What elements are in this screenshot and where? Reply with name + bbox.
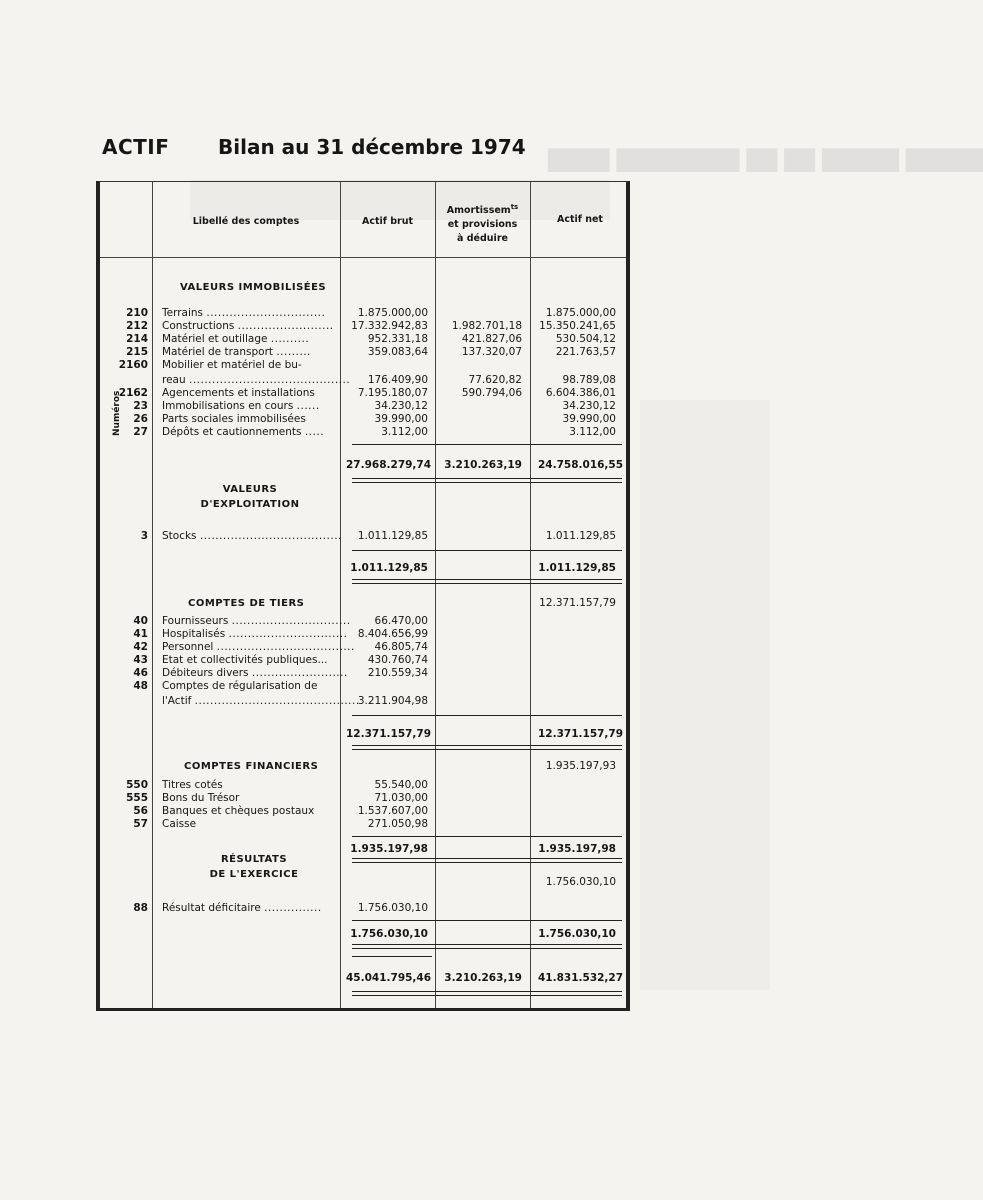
subtotal-resultats: 1.756.030,10 1.756.030,10 <box>350 928 616 940</box>
table-row: 40 Fournisseurs ............................... 66.470,00 <box>133 615 428 627</box>
header-libelle: Libellé des comptes <box>192 216 300 227</box>
table-row: 550 Titres cotés 55.540,00 <box>126 779 428 791</box>
table-row: 46 Débiteurs divers ......................... 210.559,34 <box>133 667 428 679</box>
table-row: 48 Comptes de régularisation de <box>133 680 318 692</box>
header-amortissements <box>435 200 530 246</box>
pre-total-rule <box>352 956 432 957</box>
subtotal-rule <box>352 920 622 921</box>
table-row: 56 Banques et chèques postaux 1.537.607,00 <box>133 805 428 817</box>
carry-tiers: 12.371.157,79 <box>539 597 616 609</box>
table-row: l'Actif ........................................... 3.211.904,98 <box>162 695 428 707</box>
header-amort-sup: ts <box>510 203 519 211</box>
table-row: 42 Personnel .................................... 46.805,74 <box>133 641 428 653</box>
header-numeros: Numéros <box>112 390 122 436</box>
subtotal-double-rule <box>352 858 622 863</box>
subtotal-rule <box>352 550 622 551</box>
table-row: reau .......................................... 176.409,90 77.620,82 98.789,08 <box>162 374 616 386</box>
subtotal-double-rule <box>352 478 622 483</box>
table-row-resultat: 88 Résultat déficitaire ............... 1.756.030,10 <box>133 902 428 914</box>
header-amort-line1: Amortissem <box>446 205 511 217</box>
section-comptes-financiers: COMPTES FINANCIERS <box>184 761 319 772</box>
table-row: 555 Bons du Trésor 71.030,00 <box>126 792 428 804</box>
page-title: Bilan au 31 décembre 1974 <box>218 135 526 159</box>
subtotal-double-rule <box>352 944 622 949</box>
table-row: 212 Constructions ......................... 17.332.942,83 1.982.701,18 15.350.241,65 <box>126 320 616 332</box>
table-row: 57 Caisse 271.050,98 <box>133 818 428 830</box>
table-row-stocks: 3 Stocks ..................................... 1.011.129,85 1.011.129,85 <box>140 530 616 542</box>
table-row: 23 Immobilisations en cours ...... 34.230,12 34.230,12 <box>133 400 616 412</box>
carry-resultats: 1.756.030,10 <box>545 876 616 888</box>
carry-financiers: 1.935.197,93 <box>545 760 616 772</box>
table-row: 27 Dépôts et cautionnements ..... 3.112,00 3.112,00 <box>133 426 616 438</box>
subtotal-tiers: 12.371.157,79 12.371.157,79 <box>346 728 624 740</box>
table-row: 2160 Mobilier et matériel de bu- <box>118 359 302 371</box>
header-amort-line3: à déduire <box>457 233 508 245</box>
section-valeurs-immobilisees: VALEURS IMMOBILISÉES <box>180 282 327 293</box>
subtotal-rule <box>352 836 622 837</box>
header-rule <box>100 257 626 258</box>
page-side-heading: ACTIF <box>102 135 170 159</box>
table-row: 26 Parts sociales immobilisées 39.990,00 39.990,00 <box>133 413 616 425</box>
section-comptes-tiers: COMPTES DE TIERS <box>188 598 305 609</box>
subtotal-immobilisees: 27.968.279,74 3.210.263,19 24.758.016,55 <box>346 459 624 471</box>
grand-total-double-rule <box>352 991 622 996</box>
header-amort-line2: et provisions <box>447 219 518 231</box>
grand-total: 45.041.795,46 3.210.263,19 41.831.532,27 <box>346 972 624 984</box>
subtotal-double-rule <box>352 579 622 584</box>
show-through-heading: █████ █████ ██ ██ ████████ ████ <box>548 148 983 172</box>
table-row: 2162 Agencements et installations 7.195.180,07 590.794,06 6.604.386,01 <box>118 387 616 399</box>
table-row: 214 Matériel et outillage .......... 952.331,18 421.827,06 530.504,12 <box>126 333 616 345</box>
table-row: 41 Hospitalisés ............................... 8.404.656,99 <box>133 628 428 640</box>
table-row: 210 Terrains ............................... 1.875.000,00 1.875.000,00 <box>126 307 616 319</box>
subtotal-exploitation: 1.011.129,85 1.011.129,85 <box>350 562 616 574</box>
table-row: 215 Matériel de transport ......... 359.083,64 137.320,07 221.763,57 <box>126 346 616 358</box>
subtotal-double-rule <box>352 745 622 750</box>
header-actif-brut: Actif brut <box>361 216 413 227</box>
balance-sheet-table <box>96 181 630 1011</box>
header-actif-net: Actif net <box>557 214 603 225</box>
subtotal-financiers: 1.935.197,98 1.935.197,98 <box>350 843 616 855</box>
subtotal-rule <box>352 444 622 445</box>
subtotal-rule <box>352 715 622 716</box>
section-valeurs-exploitation: VALEURS D'EXPLOITATION <box>200 484 300 510</box>
show-through-column <box>640 400 770 990</box>
section-resultats: RÉSULTATS DE L'EXERCICE <box>209 854 299 880</box>
table-row: 43 Etat et collectivités publiques... 430.760,74 <box>133 654 428 666</box>
